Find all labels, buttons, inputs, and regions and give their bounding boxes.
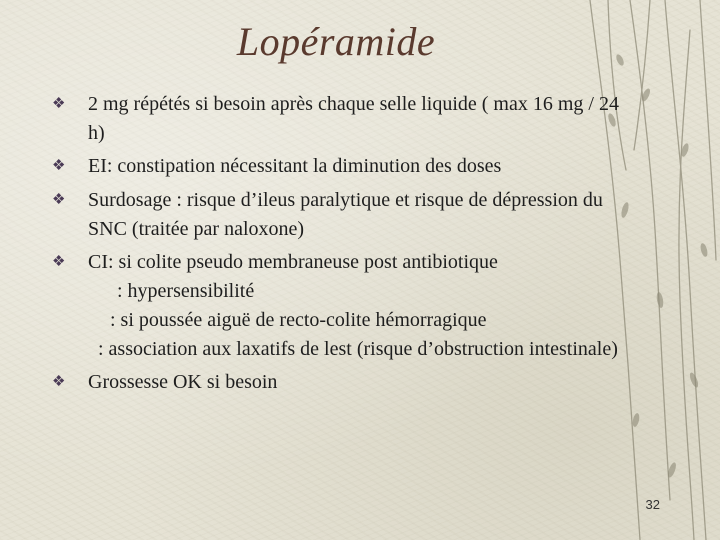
bullet-text: CI: si colite pseudo membraneuse post antibiotique (88, 251, 498, 273)
page-number: 32 (645, 497, 660, 512)
sub-item: : hypersensibilité (117, 280, 255, 302)
checkmark-arrow-icon: ❖ (52, 192, 66, 208)
bullet-text: Grossesse OK si besoin (88, 371, 278, 393)
bullet-text: EI: constipation nécessitant la diminution des doses (88, 155, 502, 177)
slide-title: Lopéramide (236, 19, 436, 64)
list-item (50, 90, 630, 148)
list-item (50, 152, 630, 181)
sub-item: : association aux laxatifs de lest (risque d’obstruction intestinale) (98, 338, 618, 360)
bullet-list (50, 90, 630, 397)
checkmark-arrow-icon: ❖ (52, 158, 66, 174)
sub-item: : si poussée aiguë de recto-colite hémorragique (110, 309, 487, 331)
list-item (50, 186, 630, 244)
checkmark-arrow-icon: ❖ (52, 96, 66, 112)
checkmark-arrow-icon: ❖ (52, 374, 66, 390)
checkmark-arrow-icon: ❖ (52, 254, 66, 270)
list-item (50, 248, 630, 364)
bullet-text: Surdosage : risque d’ileus paralytique et risque de dépression du SNC (traitée par naloxone) (88, 189, 603, 240)
bullet-text: 2 mg répétés si besoin après chaque selle liquide ( max 16 mg / 24 h) (88, 93, 619, 144)
list-item (50, 368, 630, 397)
